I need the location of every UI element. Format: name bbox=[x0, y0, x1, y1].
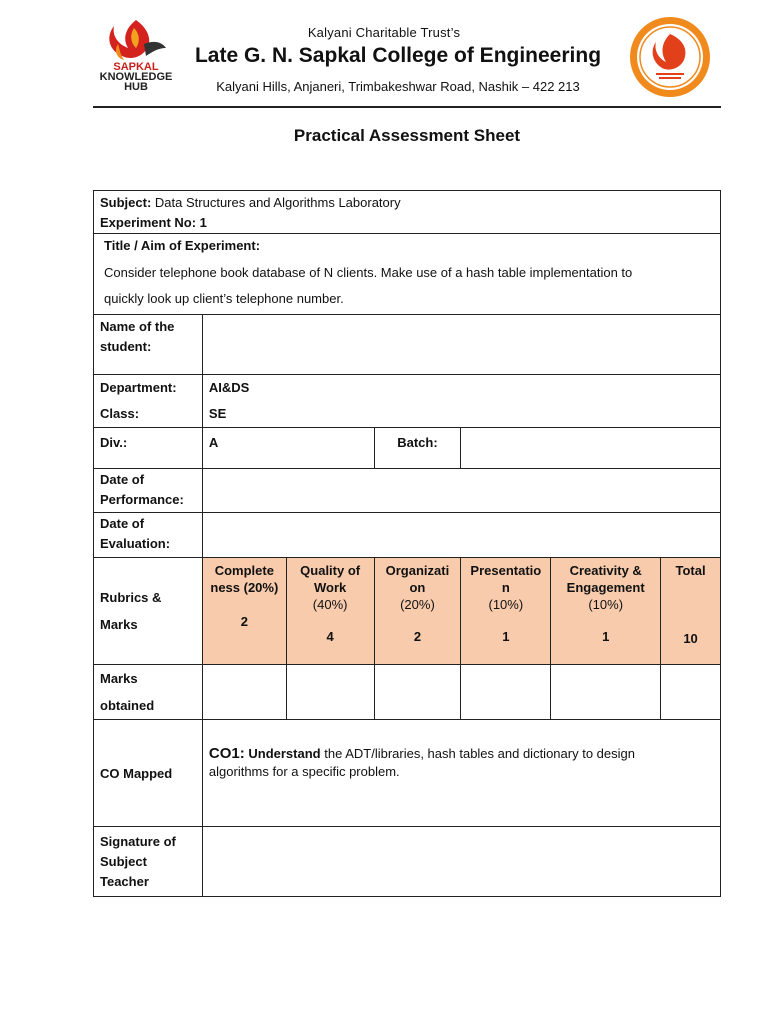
signature-label-2: Subject bbox=[100, 853, 147, 869]
co-mapped-row bbox=[94, 720, 721, 827]
marks-total-field[interactable] bbox=[661, 665, 721, 720]
date-performance-field[interactable] bbox=[202, 469, 720, 513]
assessment-table bbox=[93, 190, 721, 897]
rubric-points: 4 bbox=[326, 629, 334, 644]
rubric-presentation: Presentatio n (10%) 1 bbox=[461, 558, 551, 665]
class-value: SE bbox=[208, 406, 227, 421]
marks-obtained-label-1: Marks bbox=[100, 671, 138, 686]
rubric-points: 2 bbox=[413, 629, 422, 644]
subject-label: Subject: bbox=[100, 195, 152, 210]
student-name-row bbox=[94, 315, 721, 375]
experiment-number: Experiment No: 1 bbox=[100, 215, 207, 230]
date-performance-label-2: Performance: bbox=[100, 492, 184, 507]
logo-text-line1: SAPKAL bbox=[113, 61, 159, 73]
date-evaluation-row bbox=[94, 513, 721, 558]
signature-row bbox=[94, 827, 721, 897]
class-label: Class: bbox=[100, 406, 140, 421]
department-value: AI&DS bbox=[208, 380, 250, 395]
rubric-completeness: Complete ness (20%) 2 bbox=[202, 558, 286, 665]
college-name: Late G. N. Sapkal College of Engineering bbox=[194, 44, 602, 67]
div-batch-row bbox=[94, 428, 721, 469]
trust-name: Kalyani Charitable Trust’s bbox=[307, 25, 461, 40]
rubrics-row bbox=[94, 558, 721, 665]
co-code: CO1: bbox=[208, 745, 245, 762]
aim-text-line1: Consider telephone book database of N clients. Make use of a hash table implementation to bbox=[104, 265, 633, 280]
date-performance-label-1: Date of bbox=[100, 472, 145, 487]
signature-label-1: Signature of bbox=[100, 833, 176, 849]
marks-organization-field[interactable] bbox=[374, 665, 461, 720]
batch-label: Batch: bbox=[374, 428, 461, 469]
rubric-creativity-engagement: Creativity & Engagement (10%) 1 bbox=[551, 558, 661, 665]
rubric-points: 10 bbox=[683, 631, 698, 646]
aim-row bbox=[94, 234, 721, 315]
rubric-quality-of-work: Quality of Work (40%) 4 bbox=[286, 558, 374, 665]
rubrics-label-2: Marks bbox=[100, 617, 138, 632]
marks-obtained-label-2: obtained bbox=[100, 698, 155, 713]
header-divider bbox=[93, 106, 721, 108]
rubrics-label-1: Rubrics & bbox=[100, 590, 162, 605]
co-mapped-label: CO Mapped bbox=[94, 720, 203, 827]
co-description bbox=[202, 720, 720, 827]
student-name-label-1: Name of the bbox=[100, 319, 175, 334]
page-header bbox=[0, 0, 768, 110]
date-evaluation-label-1: Date of bbox=[100, 516, 145, 531]
rubric-organization: Organizati on (20%) 2 bbox=[374, 558, 461, 665]
department-class-row bbox=[94, 375, 721, 428]
marks-obtained-row bbox=[94, 665, 721, 720]
co-text-line2: algorithms for a specific problem. bbox=[208, 764, 400, 779]
div-label: Div.: bbox=[94, 428, 203, 469]
date-performance-row bbox=[94, 469, 721, 513]
marks-quality-field[interactable] bbox=[286, 665, 374, 720]
marks-presentation-field[interactable] bbox=[461, 665, 551, 720]
logo-text-line3: HUB bbox=[124, 81, 148, 93]
marks-creativity-field[interactable] bbox=[551, 665, 661, 720]
subject-row bbox=[94, 191, 721, 234]
student-name-label-2: student: bbox=[100, 339, 152, 354]
aim-text-line2: quickly look up client’s telephone number. bbox=[104, 291, 344, 306]
date-evaluation-field[interactable] bbox=[202, 513, 720, 558]
college-address: Kalyani Hills, Anjaneri, Trimbakeshwar Road, Nashik – 422 213 bbox=[216, 79, 580, 94]
aim-label: Title / Aim of Experiment: bbox=[104, 238, 261, 253]
page-title: Practical Assessment Sheet bbox=[293, 126, 521, 145]
co-text-line1: the ADT/libraries, hash tables and dictionary to design bbox=[324, 746, 635, 761]
rubric-total: Total 10 bbox=[661, 558, 721, 665]
department-label: Department: bbox=[100, 380, 177, 395]
logo-text-line2: KNOWLEDGE bbox=[99, 71, 173, 83]
div-value: A bbox=[202, 428, 374, 469]
college-seal-icon bbox=[626, 16, 714, 98]
marks-completeness-field[interactable] bbox=[202, 665, 286, 720]
signature-field[interactable] bbox=[202, 827, 720, 897]
subject-value: Data Structures and Algorithms Laboratory bbox=[154, 195, 401, 210]
college-seal-logo bbox=[626, 16, 714, 98]
co-verb: Understand bbox=[248, 746, 321, 761]
rubric-points: 1 bbox=[602, 629, 610, 644]
student-name-field[interactable] bbox=[202, 315, 720, 375]
signature-label-3: Teacher bbox=[100, 873, 149, 889]
date-evaluation-label-2: Evaluation: bbox=[100, 536, 171, 551]
batch-field[interactable] bbox=[461, 428, 721, 469]
rubric-points: 2 bbox=[240, 614, 248, 629]
rubric-points: 1 bbox=[502, 629, 510, 644]
